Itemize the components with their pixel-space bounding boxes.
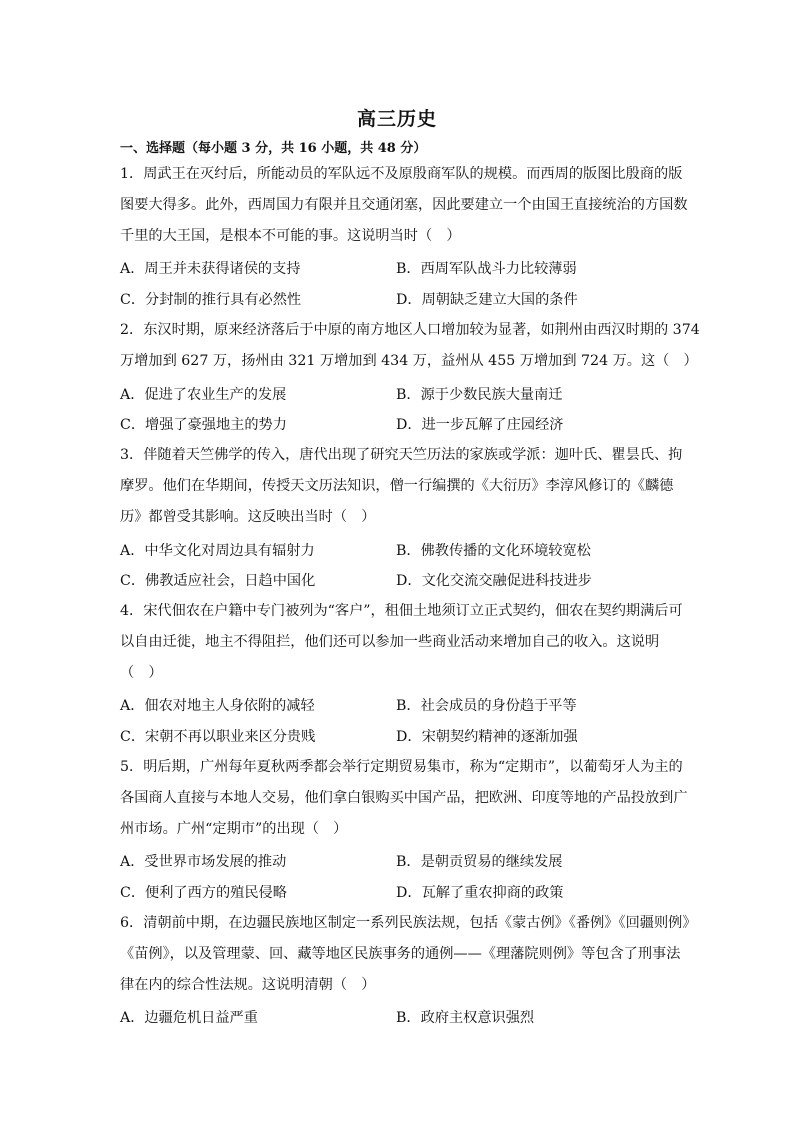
question-line: 以自由迁徙，地主不得阻拦，他们还可以参加一些商业活动来增加自己的收入。这说明 <box>120 634 660 650</box>
question-2-stem <box>120 315 700 377</box>
option-b[interactable]: B．政府主权意识强烈 <box>396 1010 535 1026</box>
question-6-options-row-1 <box>120 1007 680 1031</box>
question-line: 《苗例》，以及管理蒙、回、藏等地区民族事务的通例——《理藩院则例》等包含了刑事法 <box>120 946 681 962</box>
question-4-options-row-1 <box>120 695 680 719</box>
question-4-stem <box>120 596 683 689</box>
option-c[interactable]: C．佛教适应社会，日趋中国化 <box>120 573 316 589</box>
option-a[interactable]: A．佃农对地主人身依附的减轻 <box>120 698 315 714</box>
option-d[interactable]: D．文化交流交融促进科技进步 <box>396 573 592 589</box>
question-3-stem <box>120 440 683 533</box>
question-2-options-row-2 <box>120 414 680 438</box>
question-line: 万增加到 627 万，扬州由 321 万增加到 434 万，益州从 455 万增加到 724 万。这（ ） <box>120 353 698 369</box>
question-line: 图要大得多。此外，西周国力有限并且交通闭塞，因此要建立一个由国王直接统治的方国数 <box>120 197 688 213</box>
question-line: （ ） <box>120 665 163 681</box>
option-a[interactable]: A．促进了农业生产的发展 <box>120 387 287 403</box>
option-b[interactable]: B．源于少数民族大量南迁 <box>396 387 563 403</box>
question-5-options-row-2 <box>120 882 680 906</box>
option-b[interactable]: B．是朝贡贸易的继续发展 <box>396 854 563 870</box>
option-a[interactable]: A．受世界市场发展的推动 <box>120 854 287 870</box>
option-a[interactable]: A．中华文化对周边具有辐射力 <box>120 543 315 559</box>
question-line: 6．清朝前中期，在边疆民族地区制定一系列民族法规，包括《蒙古例》《番例》《回疆则例》 <box>120 915 697 931</box>
question-line: 摩罗。他们在华期间，传授天文历法知识，僧一行编撰的《大衍历》李淳风修订的《麟德 <box>120 478 674 494</box>
question-3-options-row-1 <box>120 540 680 564</box>
option-b[interactable]: B．社会成员的身份趋于平等 <box>396 698 577 714</box>
question-line: 千里的大王国，是根本不可能的事。这说明当时（ ） <box>120 228 461 244</box>
option-c[interactable]: C．便利了西方的殖民侵略 <box>120 885 287 901</box>
question-2-options-row-1 <box>120 384 680 408</box>
option-b[interactable]: B．西周军队战斗力比较薄弱 <box>396 261 577 277</box>
option-d[interactable]: D．宋朝契约精神的逐渐加强 <box>396 729 578 745</box>
option-d[interactable]: D．进一步瓦解了庄园经济 <box>396 417 564 433</box>
option-c[interactable]: C．宋朝不再以职业来区分贵贱 <box>120 729 316 745</box>
option-b[interactable]: B．佛教传播的文化环境较宽松 <box>396 543 591 559</box>
question-5-options-row-1 <box>120 851 680 875</box>
section-heading: 一、选择题（每小题 3 分，共 16 小题，共 48 分） <box>120 141 427 156</box>
question-line: 1．周武王在灭纣后，所能动员的军队远不及原殷商军队的规模。而西周的版图比殷商的版 <box>120 166 683 182</box>
question-1-stem <box>120 159 688 252</box>
question-line: 历》都曾受其影响。这反映出当时（ ） <box>120 509 376 525</box>
question-line: 5．明后期，广州每年夏秋两季都会举行定期贸易集市，称为“定期市”，以葡萄牙人为主的 <box>120 759 683 775</box>
question-line: 3．伴随着天竺佛学的传入，唐代出现了研究天竺历法的家族或学派：迦叶氏、瞿昙氏、拘 <box>120 447 683 463</box>
option-a[interactable]: A．周王并未获得诸侯的支持 <box>120 261 301 277</box>
question-line: 律在内的综合性法规。这说明清朝（ ） <box>120 977 376 993</box>
question-line: 2．东汉时期，原来经济落后于中原的南方地区人口增加较为显著，如荆州由西汉时期的 374 <box>120 322 700 338</box>
option-c[interactable]: C．分封制的推行具有必然性 <box>120 292 302 308</box>
question-line: 4．宋代佃农在户籍中专门被列为“客户”，租佃土地须订立正式契约，佃农在契约期满后可 <box>120 603 683 619</box>
question-3-options-row-2 <box>120 570 680 594</box>
question-line: 各国商人直接与本地人交易，他们拿白银购买中国产品，把欧洲、印度等地的产品投放到广 <box>120 790 688 806</box>
question-6-stem <box>120 908 697 1001</box>
option-c[interactable]: C．增强了豪强地主的势力 <box>120 417 287 433</box>
option-a[interactable]: A．边疆危机日益严重 <box>120 1010 258 1026</box>
question-5-stem <box>120 752 688 845</box>
option-d[interactable]: D．瓦解了重农抑商的政策 <box>396 885 564 901</box>
question-1-options-row-1 <box>120 258 680 282</box>
question-4-options-row-2 <box>120 726 680 750</box>
question-1-options-row-2 <box>120 289 680 313</box>
question-line: 州市场。广州“定期市”的出现（ ） <box>120 821 348 837</box>
page-title: 高三历史 <box>356 108 437 130</box>
option-d[interactable]: D．周朝缺乏建立大国的条件 <box>396 292 578 308</box>
